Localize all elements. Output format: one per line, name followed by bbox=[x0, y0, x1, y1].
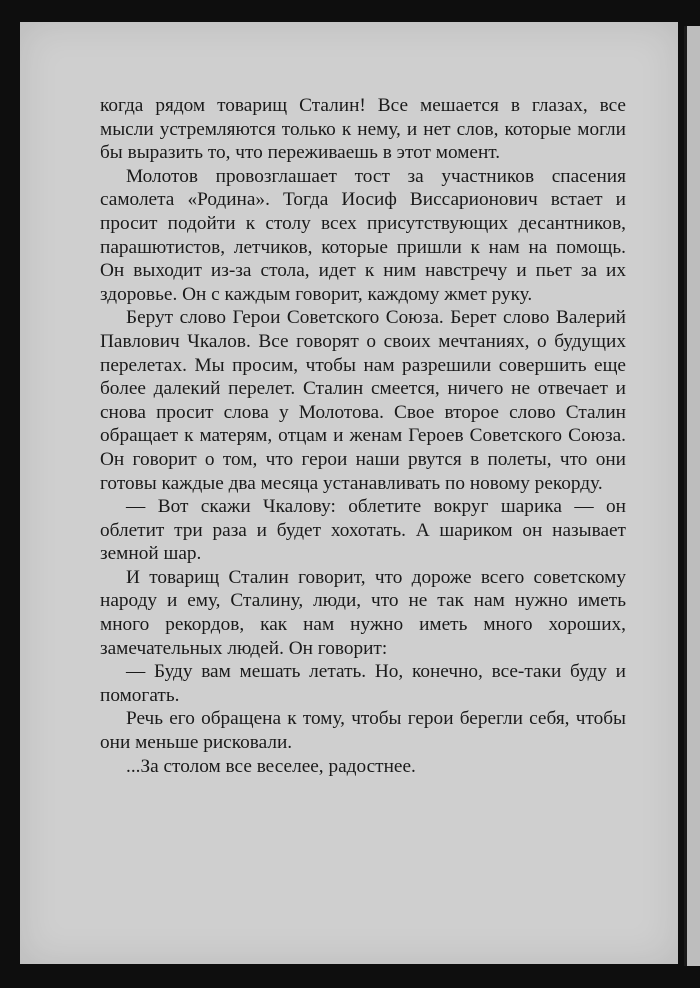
paragraph-4: — Вот скажи Чкалову: облетите вокруг шарика — он облетит три раза и будет хохотать. А шариком он называет земной шар. bbox=[100, 496, 626, 565]
paragraph-5: И товарищ Сталин говорит, что дороже всего советскому народу и ему, Сталину, люди, что не так нам нужно иметь много рекордов, как нам нужно иметь много хороших, замечательных людей. Он говорит: bbox=[100, 566, 626, 659]
next-page-edge bbox=[684, 26, 700, 966]
paragraph-3: Берут слово Герои Советского Союза. Берет слово Валерий Павлович Чкалов. Все говорят о своих мечтаниях, о будущих перелетах. Мы просим, чтобы нам разрешили совершить еще более далекий перелет. Сталин смеется, ничего не отвечает и снова просит слова у Молотова. Свое второе слово Сталин обращает к матерям, отцам и женам Героев Советского Союза. Он говорит о том, что герои наши рвутся в полеты, что они готовы каждые два месяца устанавливать по новому рекорду. bbox=[100, 307, 626, 494]
paragraph-6: — Буду вам мешать летать. Но, конечно, все-таки буду и помогать. bbox=[100, 661, 626, 706]
paragraph-8: ...За столом все веселее, радостнее. bbox=[126, 755, 416, 777]
page-text bbox=[100, 94, 626, 778]
paragraph-2: Молотов провозглашает тост за участников спасения самолета «Родина». Тогда Иосиф Виссарионович встает и просит подойти к столу всех присутствующих десантников, парашютистов, летчиков, которые пришли к нам на помощь. Он выходит из-за стола, идет к ним навстречу и пьет за их здоровье. Он с каждым говорит, каждому жмет руку. bbox=[100, 165, 626, 305]
paragraph-7: Речь его обращена к тому, чтобы герои берегли себя, чтобы они меньше рисковали. bbox=[100, 708, 626, 754]
paragraph-1: когда рядом товарищ Сталин! Все мешается в глазах, все мысли устремляются только к нему, и нет слов, которые могли бы выразить то, что переживаешь в этот момент. bbox=[100, 95, 626, 164]
